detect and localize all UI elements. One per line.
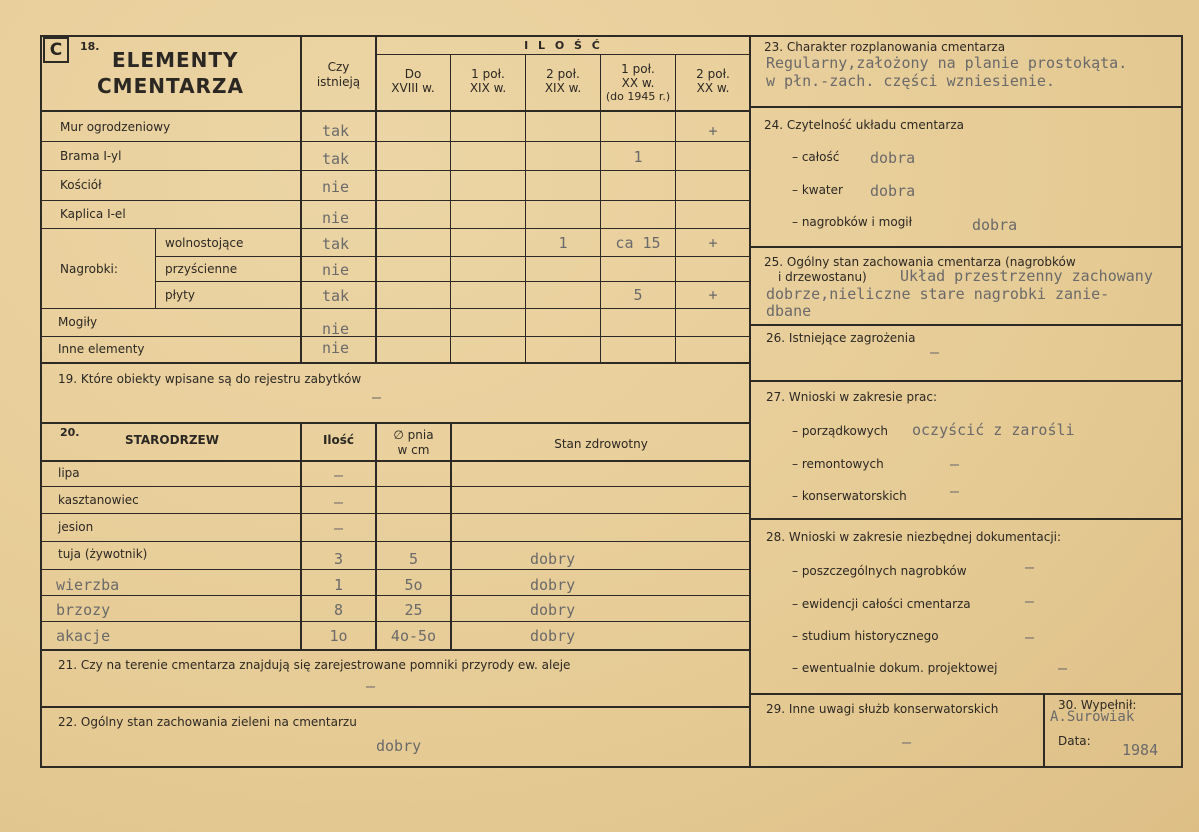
grid-h (40, 460, 750, 462)
row-label: Mur ogrodzeniowy (60, 120, 171, 134)
period-4c: (do 1945 r.) (605, 90, 671, 103)
sec27-label: 27. Wnioski w zakresie prac: (766, 390, 938, 404)
sec27-item-value: – (950, 455, 960, 473)
sec24-item-value: dobra (972, 216, 1018, 234)
cell-value: + (708, 234, 718, 252)
period-3b: XIX w. (544, 81, 582, 95)
tree-ilosc: 8 (333, 601, 344, 619)
grid-h (40, 649, 750, 651)
grid-h (40, 513, 750, 514)
grid-h (40, 422, 750, 424)
grid-h (749, 518, 1183, 520)
grid-h (40, 595, 750, 596)
row-label: przyścienne (165, 262, 238, 276)
czy-value: nie (322, 339, 350, 357)
col-ilosc: I L O Ś Ć (524, 39, 603, 52)
sec28-item-value: – (1025, 592, 1035, 610)
grid-h (40, 170, 750, 171)
sec28-item-value: – (1058, 659, 1068, 677)
tree-stan: dobry (530, 550, 576, 568)
tree-pnia: 4o-5o (390, 627, 437, 645)
tree-ilosc: – (333, 519, 344, 537)
sec28-item-label: – ewidencji całości cmentarza (792, 597, 971, 611)
sec27-item-value: oczyścić z zarośli (912, 421, 1075, 439)
grid-h (749, 106, 1183, 108)
sec25-value-1: Układ przestrzenny zachowany (900, 267, 1153, 285)
grid-h (749, 693, 1183, 695)
sec24-item-label: – całość (792, 150, 840, 164)
sec27-item-label: – remontowych (792, 457, 884, 471)
sec21-label: 21. Czy na terenie cmentarza znajdują się zarejestrowane pomniki przyrody ew. aleje (58, 658, 571, 672)
section-c-box: C (43, 37, 69, 63)
sec24-item-label: – nagrobków i mogił (792, 215, 913, 229)
grid-v (450, 55, 451, 362)
grid-h (40, 362, 750, 364)
sec27-item-label: – konserwatorskich (792, 489, 907, 503)
cell-value: ca 15 (615, 234, 661, 252)
sec22-label: 22. Ogólny stan zachowania zieleni na cmentarzu (58, 715, 357, 729)
sec30-name: A.Surowiak (1050, 709, 1135, 725)
grid-h (375, 54, 750, 55)
grid-v (675, 55, 676, 362)
row-label: płyty (165, 288, 195, 302)
period-5b: XX w. (696, 81, 730, 95)
sec23-value-2: w płn.-zach. części wzniesienie. (766, 72, 1055, 90)
sec27-item-value: – (950, 482, 960, 500)
sec28-label: 28. Wnioski w zakresie niezbędnej dokumentacji: (766, 530, 1062, 544)
sec29-label: 29. Inne uwagi służb konserwatorskich (766, 702, 999, 716)
sec22-value: dobry (376, 737, 422, 755)
grid-h (40, 336, 750, 337)
czy-value: tak (322, 287, 350, 305)
sec27-item-label: – porządkowych (792, 424, 888, 438)
cell-value: 1 (633, 148, 643, 166)
period-2b: XIX w. (469, 81, 507, 95)
tree-ilosc: – (333, 466, 344, 484)
grid-v (155, 228, 156, 308)
grid-h (40, 486, 750, 487)
row-label: Kościół (60, 178, 102, 192)
cell-value: + (708, 286, 718, 304)
tree-pnia: 25 (404, 601, 423, 619)
sec30-date-value: 1984 (1122, 741, 1159, 759)
czy-value: nie (322, 178, 350, 196)
tree-name: jesion (58, 520, 94, 534)
grid-v (1043, 693, 1045, 768)
tree-ilosc: – (333, 493, 344, 511)
row-label: Brama I-yl (60, 149, 122, 163)
tree-stan: dobry (530, 627, 576, 645)
tree-stan: dobry (530, 576, 576, 594)
col-czy-2: istnieją (316, 75, 361, 89)
grid-h (749, 324, 1183, 326)
sec30-label: 30. Wypełnił: (1058, 698, 1137, 712)
sec28-item-label: – studium historycznego (792, 629, 939, 643)
sec23-value-1: Regularny,założony na planie prostokąta. (766, 54, 1128, 72)
sec18-title-1: ELEMENTY (112, 48, 239, 72)
grid-h (40, 110, 750, 112)
sec24-item-value: dobra (870, 182, 916, 200)
frame-top (40, 35, 1183, 37)
period-5a: 2 poł. (696, 67, 730, 81)
tree-ilosc: 1 (333, 576, 344, 594)
period-1a: Do (404, 67, 422, 81)
czy-value: nie (322, 209, 350, 227)
sec25-value-3: dbane (766, 302, 812, 320)
grid-h (40, 228, 750, 229)
sec24-item-label: – kwater (792, 183, 843, 197)
col-czy-1: Czy (327, 60, 350, 74)
period-1b: XVIII w. (391, 81, 435, 95)
sec21-value: – (366, 677, 376, 695)
grid-h (749, 246, 1183, 248)
tree-name: tuja (żywotnik) (58, 547, 148, 561)
nagrobki-label: Nagrobki: (60, 262, 118, 276)
sec20-col-pnia-2: w cm (397, 443, 430, 457)
tree-name: kasztanowiec (58, 493, 139, 507)
sec24-label: 24. Czytelność układu cmentarza (764, 118, 964, 132)
row-label: Inne elementy (58, 342, 145, 356)
sec26-label: 26. Istniejące zagrożenia (766, 331, 916, 345)
period-2a: 1 poł. (471, 67, 505, 81)
sec28-item-value: – (1025, 628, 1035, 646)
sec28-item-value: – (1025, 558, 1035, 576)
grid-h (155, 281, 750, 282)
tree-ilosc: 3 (333, 550, 344, 568)
sec20-num: 20. (60, 426, 80, 439)
cell-value: 1 (558, 234, 568, 252)
frame-left (40, 35, 42, 768)
tree-name: wierzba (56, 576, 120, 594)
sec24-item-value: dobra (870, 149, 916, 167)
sec20-col-pnia-1: ∅ pnia (393, 428, 434, 442)
sec20-col-ilosc: Ilość (322, 433, 355, 447)
grid-h (749, 380, 1183, 382)
frame-right (1181, 35, 1183, 768)
sec18-num: 18. (80, 40, 100, 53)
czy-value: nie (322, 320, 350, 338)
grid-h (40, 541, 750, 542)
grid-v (525, 55, 526, 362)
sec23-label: 23. Charakter rozplanowania cmentarza (764, 40, 1006, 54)
grid-h (40, 621, 750, 622)
grid-h (40, 200, 750, 201)
sec18-title-2: CMENTARZA (97, 74, 244, 98)
frame-bottom (40, 766, 1183, 768)
center-divider (749, 35, 751, 768)
tree-name: brzozy (56, 601, 111, 619)
sec19-value: – (372, 388, 382, 406)
period-4b: XX w. (621, 76, 655, 90)
grid-h (40, 141, 750, 142)
grid-h (40, 706, 750, 708)
sec19-label: 19. Które obiekty wpisane są do rejestru zabytków (58, 372, 362, 386)
tree-ilosc: 1o (329, 627, 348, 645)
czy-value: nie (322, 261, 350, 279)
sec28-item-label: – ewentualnie dokum. projektowej (792, 661, 998, 675)
tree-pnia: 5o (404, 576, 423, 594)
sec30-date-label: Data: (1058, 734, 1091, 748)
row-label: wolnostojące (165, 236, 244, 250)
grid-h (40, 569, 750, 570)
sec25-label-2: i drzewostanu) (778, 270, 867, 284)
grid-h (155, 256, 750, 257)
sec28-item-label: – poszczególnych nagrobków (792, 564, 967, 578)
sec25-value-2: dobrze,nieliczne stare nagrobki zanie- (766, 285, 1110, 303)
czy-value: tak (322, 122, 350, 140)
czy-value: tak (322, 235, 350, 253)
period-3a: 2 poł. (546, 67, 580, 81)
row-label: Kaplica I-el (60, 207, 126, 221)
tree-pnia: 5 (408, 550, 419, 568)
period-4a: 1 poł. (621, 62, 655, 76)
sec29-value: – (902, 733, 912, 751)
sec25-label-1: 25. Ogólny stan zachowania cmentarza (nagrobków (764, 255, 1076, 269)
tree-name: lipa (58, 466, 80, 480)
grid-h (40, 308, 750, 309)
czy-value: tak (322, 150, 350, 168)
row-label: Mogiły (58, 315, 98, 329)
cell-value: + (708, 122, 718, 140)
cell-value: 5 (633, 286, 643, 304)
sec20-title: STARODRZEW (125, 433, 219, 447)
tree-stan: dobry (530, 601, 576, 619)
grid-v (450, 422, 452, 650)
tree-name: akacje (56, 627, 111, 645)
sec26-value: – (930, 343, 940, 361)
sec20-col-stan: Stan zdrowotny (554, 437, 648, 451)
